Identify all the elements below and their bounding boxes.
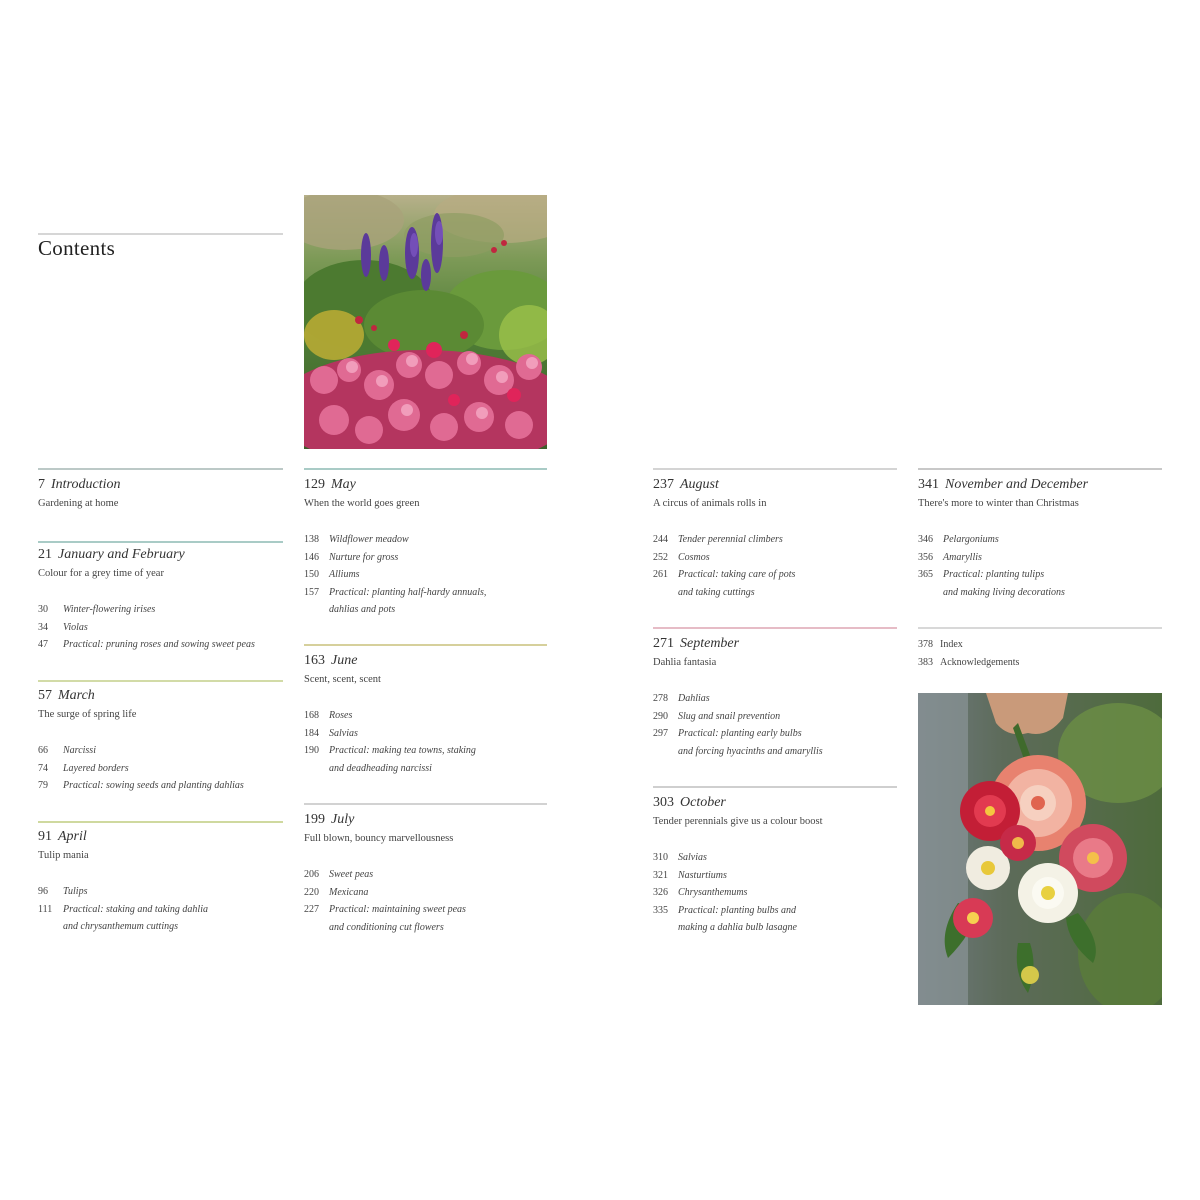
toc-entry-continuation: making a dahlia bulb lasagne [678, 922, 797, 933]
garden-border-illustration [304, 195, 547, 449]
section-index[interactable] [918, 636, 1163, 671]
section-subtitle: Colour for a grey time of year [38, 568, 164, 579]
section-subtitle: Full blown, bouncy marvellousness [304, 833, 454, 844]
section-may[interactable] [304, 477, 549, 619]
section-heading: 199 July [304, 812, 355, 827]
rule-august [653, 468, 897, 470]
dahlia-bouquet-illustration [918, 693, 1162, 1005]
section-march[interactable] [38, 688, 283, 795]
section-heading: 91 April [38, 829, 87, 844]
toc-entry[interactable]: 326 Chrysanthemums [653, 887, 748, 898]
toc-entry-continuation: and taking cuttings [678, 586, 755, 598]
toc-entry[interactable]: 310 Salvias [653, 852, 707, 863]
toc-entry-continuation: and deadheading narcissi [329, 762, 432, 774]
toc-entry[interactable]: 79 Practical: sowing seeds and planting dahlias [38, 780, 244, 791]
toc-entry[interactable]: 47 Practical: pruning roses and sowing sweet peas [38, 639, 255, 650]
section-august[interactable] [653, 477, 898, 601]
rule-july [304, 803, 547, 805]
rule-contents [38, 233, 283, 235]
toc-entry[interactable]: 346 Pelargoniums [918, 534, 999, 545]
section-july[interactable] [304, 812, 549, 936]
toc-entry-continuation: dahlias and pots [329, 604, 396, 615]
section-subtitle: A circus of animals rolls in [653, 498, 767, 509]
rule-nov-dec [918, 468, 1162, 470]
toc-entry[interactable]: 356 Amaryllis [918, 551, 982, 563]
toc-entry[interactable]: 261 Practical: taking care of pots [653, 569, 796, 580]
toc-entry[interactable]: 66 Narcissi [38, 745, 96, 756]
section-heading: 271 September [653, 636, 740, 651]
toc-entry[interactable]: 150 Alliums [304, 569, 360, 580]
rule-introduction [38, 468, 283, 470]
dahlia-bouquet-photo [918, 693, 1162, 1005]
index-entry[interactable]: 378 Index [918, 639, 963, 650]
section-heading: 7 Introduction [38, 477, 121, 492]
section-subtitle: Tulip mania [38, 850, 89, 861]
section-introduction[interactable] [38, 477, 283, 509]
rule-october [653, 786, 897, 788]
toc-entry[interactable]: 146 Nurture for gross [304, 551, 399, 563]
toc-entry[interactable]: 184 Salvias [304, 727, 358, 739]
section-jan-feb[interactable] [38, 547, 283, 654]
section-subtitle: Dahlia fantasia [653, 657, 717, 668]
toc-entry[interactable]: 111 Practical: staking and taking dahlia [38, 903, 208, 915]
section-subtitle: Gardening at home [38, 498, 119, 509]
rule-april [38, 821, 283, 823]
section-october[interactable] [653, 795, 898, 937]
toc-entry[interactable]: 74 Layered borders [38, 762, 129, 774]
section-heading: 237 August [653, 477, 719, 492]
toc-entry[interactable]: 227 Practical: maintaining sweet peas [304, 904, 466, 915]
section-subtitle: Scent, scent, scent [304, 674, 381, 685]
toc-entry-continuation: and making living decorations [943, 586, 1065, 598]
toc-entry[interactable]: 220 Mexicana [304, 886, 369, 898]
section-subtitle: When the world goes green [304, 498, 420, 509]
section-subtitle: Tender perennials give us a colour boost [653, 816, 823, 827]
garden-border-photo [304, 195, 547, 449]
toc-entry[interactable]: 168 Roses [304, 710, 353, 721]
toc-entry[interactable]: 244 Tender perennial climbers [653, 534, 783, 545]
rule-jan-feb [38, 541, 283, 543]
section-heading: 57 March [38, 688, 95, 703]
section-september[interactable] [653, 636, 898, 760]
toc-entry[interactable]: 290 Slug and snail prevention [653, 710, 781, 722]
section-heading: 163 June [304, 653, 358, 668]
section-heading: 341 November and December [918, 477, 1089, 492]
toc-entry[interactable]: 96 Tulips [38, 886, 88, 897]
rule-index [918, 627, 1162, 629]
toc-entry[interactable]: 321 Nasturtiums [653, 869, 727, 881]
toc-entry[interactable]: 297 Practical: planting early bulbs [653, 728, 802, 739]
toc-entry[interactable]: 138 Wildflower meadow [304, 534, 409, 545]
toc-entry[interactable]: 30 Winter-flowering irises [38, 604, 156, 615]
section-subtitle: The surge of spring life [38, 709, 137, 720]
toc-entry[interactable]: 190 Practical: making tea towns, staking [304, 745, 476, 756]
toc-entry[interactable]: 335 Practical: planting bulbs and [653, 904, 797, 916]
toc-entry[interactable]: 34 Violas [38, 621, 88, 633]
section-heading: 21 January and February [38, 547, 185, 562]
rule-march [38, 680, 283, 682]
section-nov-dec[interactable] [918, 477, 1163, 601]
section-april[interactable] [38, 829, 283, 936]
toc-entry[interactable]: 206 Sweet peas [304, 869, 374, 880]
toc-entry-continuation: and conditioning cut flowers [329, 921, 444, 933]
section-heading: 303 October [653, 795, 726, 810]
section-june[interactable] [304, 653, 549, 777]
section-heading: 129 May [304, 477, 356, 492]
toc-entry-continuation: and chrysanthemum cuttings [63, 921, 178, 932]
section-subtitle: There's more to winter than Christmas [918, 498, 1079, 509]
toc-entry[interactable]: 252 Cosmos [653, 551, 710, 563]
rule-may [304, 468, 547, 470]
toc-entry[interactable]: 278 Dahlias [653, 693, 710, 704]
page-title: Contents [38, 236, 116, 260]
rule-june [304, 644, 547, 646]
toc-entry[interactable]: 157 Practical: planting half-hardy annuals, [304, 586, 487, 598]
toc-entry[interactable]: 365 Practical: planting tulips [918, 569, 1045, 580]
acknowledgements-entry[interactable]: 383 Acknowledgements [918, 656, 1020, 668]
rule-september [653, 627, 897, 629]
toc-entry-continuation: and forcing hyacinths and amaryllis [678, 745, 823, 757]
